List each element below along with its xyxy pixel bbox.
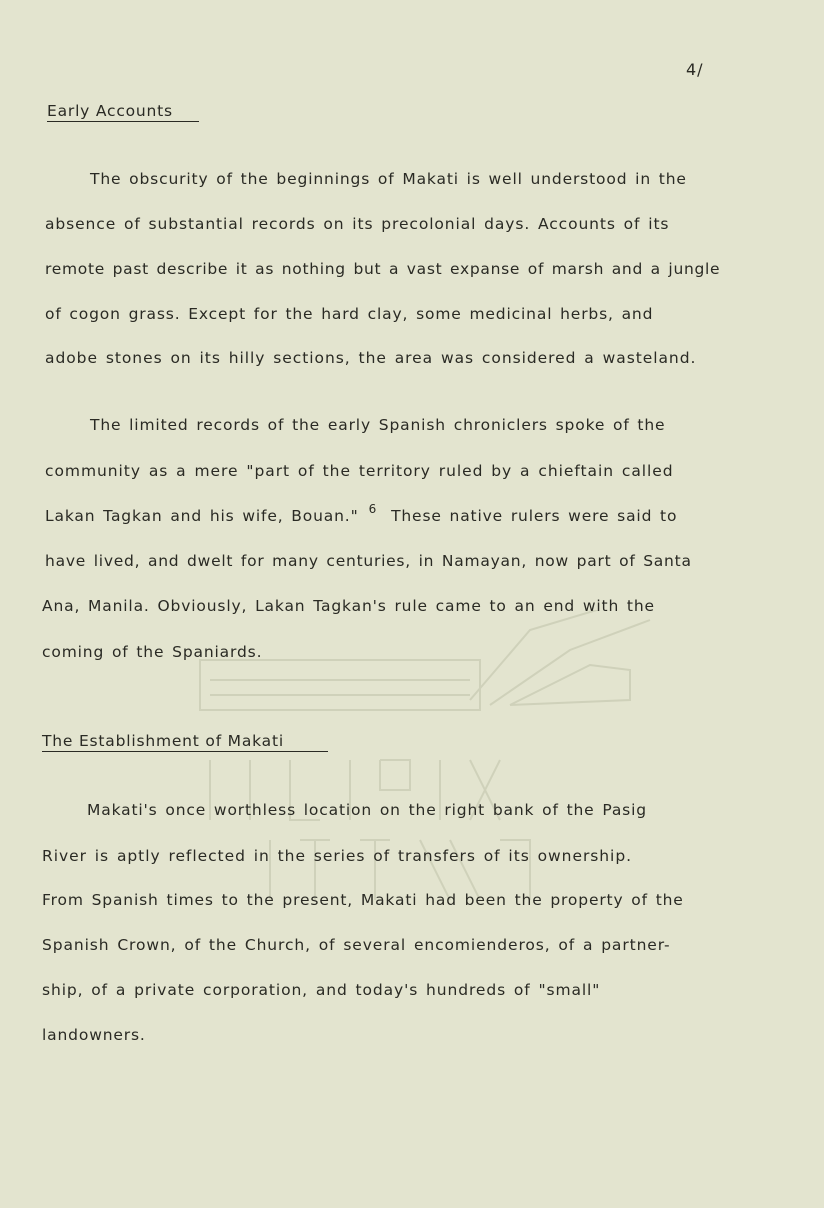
text-line: Ana, Manila. Obviously, Lakan Tagkan's rule came to an end with the	[42, 597, 655, 615]
text-line: adobe stones on its hilly sections, the area was considered a wasteland.	[45, 349, 697, 367]
text-line: absence of substantial records on its precolonial days. Accounts of its	[45, 215, 670, 233]
footnote-line-prefix: Lakan Tagkan and his wife, Bouan."	[45, 507, 359, 525]
footnote-line-suffix: These native rulers were said to	[391, 507, 678, 525]
section-heading-early-accounts: Early Accounts	[47, 102, 199, 122]
text-line: The limited records of the early Spanish chroniclers spoke of the	[90, 416, 666, 434]
text-line: The obscurity of the beginnings of Makati is well understood in the	[90, 170, 687, 188]
text-line: Makati's once worthless location on the right bank of the Pasig	[87, 801, 647, 819]
section-heading-establishment-of-makati: The Establishment of Makati	[42, 732, 328, 752]
text-line: community as a mere "part of the territory ruled by a chieftain called	[45, 462, 674, 480]
text-line: Spanish Crown, of the Church, of several encomienderos, of a partner-	[42, 936, 671, 954]
text-line: landowners.	[42, 1026, 146, 1044]
text-line: ship, of a private corporation, and today's hundreds of "small"	[42, 981, 601, 999]
text-line-with-footnote	[45, 502, 678, 527]
text-line: River is aptly reflected in the series of transfers of its ownership.	[42, 847, 632, 865]
text-line: have lived, and dwelt for many centuries, in Namayan, now part of Santa	[45, 552, 692, 570]
text-line: remote past describe it as nothing but a vast expanse of marsh and a jungle	[45, 260, 721, 278]
footnote-marker: 6	[368, 502, 378, 516]
text-line: From Spanish times to the present, Makati had been the property of the	[42, 891, 684, 909]
page-number: 4/	[686, 60, 704, 79]
text-line: of cogon grass. Except for the hard clay, some medicinal herbs, and	[45, 305, 654, 323]
text-line: coming of the Spaniards.	[42, 643, 263, 661]
